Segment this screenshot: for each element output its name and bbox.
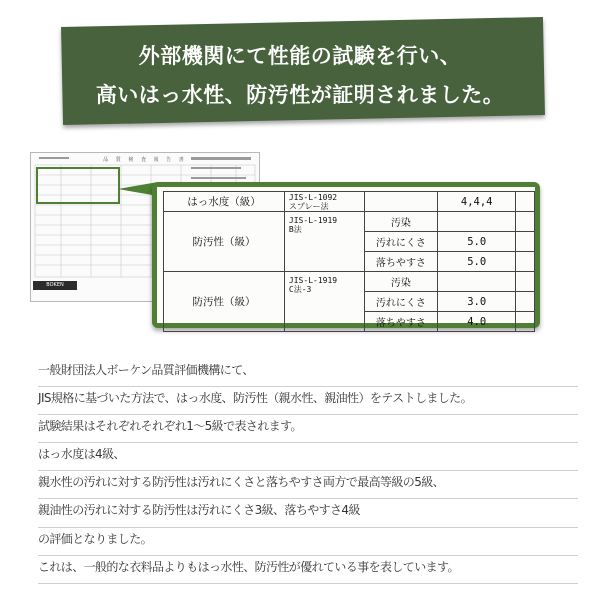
headline-line-1: 外部機関にて性能の試験を行い、 bbox=[138, 44, 462, 68]
item-cell: 防汚性（級） bbox=[164, 272, 285, 332]
description-line: 親油性の汚れに対する防汚性は汚れにくさ3級、落ちやすさ4級 bbox=[38, 499, 578, 527]
value-cell: 4.0 bbox=[438, 312, 516, 332]
value-cell: 5.0 bbox=[438, 232, 516, 252]
sub-item-cell: 落ちやすさ bbox=[364, 312, 438, 332]
results-table bbox=[163, 191, 535, 332]
sub-item-cell: 汚染 bbox=[364, 212, 438, 232]
method-cell: JIS-L-1092 スプレー法 bbox=[284, 192, 364, 212]
description-line: はっ水度は4級、 bbox=[38, 443, 578, 471]
method-cell: JIS-L-1919 B法 bbox=[284, 212, 364, 272]
table-row bbox=[164, 192, 535, 212]
value-cell bbox=[438, 212, 516, 232]
zoom-highlight-box bbox=[36, 167, 120, 204]
description-line: JIS規格に基づいた方法で、はっ水度、防汚性（親水性、親油性）をテストしました。 bbox=[38, 387, 578, 415]
value-cell bbox=[438, 272, 516, 292]
value-cell: 5.0 bbox=[438, 252, 516, 272]
description-line: 親水性の汚れに対する防汚性は汚れにくさと落ちやすさ両方で最高等級の5級、 bbox=[38, 471, 578, 499]
results-callout bbox=[152, 182, 540, 328]
table-row bbox=[164, 272, 535, 292]
report-logo: BOKEN bbox=[33, 281, 77, 290]
value-cell: 4,4,4 bbox=[438, 192, 516, 212]
description-line: 一般財団法人ボーケン品質評価機構にて、 bbox=[38, 359, 578, 387]
item-cell: はっ水度（級） bbox=[164, 192, 285, 212]
method-cell: JIS-L-1919 C法-3 bbox=[284, 272, 364, 332]
sub-item-cell: 汚れにくさ bbox=[364, 292, 438, 312]
sub-item-cell: 汚染 bbox=[364, 272, 438, 292]
sub-item-cell: 落ちやすさ bbox=[364, 252, 438, 272]
results-panel bbox=[157, 187, 535, 329]
value-cell: 3.0 bbox=[438, 292, 516, 312]
sub-item-cell: 汚れにくさ bbox=[364, 232, 438, 252]
description-line: の評価となりました。 bbox=[38, 528, 578, 556]
table-row bbox=[164, 212, 535, 232]
item-cell: 防汚性（級） bbox=[164, 212, 285, 272]
description-line: 試験結果はそれぞれそれぞれ1～5級で表されます。 bbox=[38, 415, 578, 443]
description-line: これは、一般的な衣料品よりもはっ水性、防汚性が優れている事を表しています。 bbox=[38, 556, 578, 584]
sub-item-cell bbox=[364, 192, 438, 212]
headline-line-2: 高いはっ水性、防汚性が証明されました。 bbox=[95, 83, 505, 107]
report-title: 品 質 検 査 報 告 書 bbox=[103, 157, 187, 163]
description-text bbox=[38, 359, 578, 584]
